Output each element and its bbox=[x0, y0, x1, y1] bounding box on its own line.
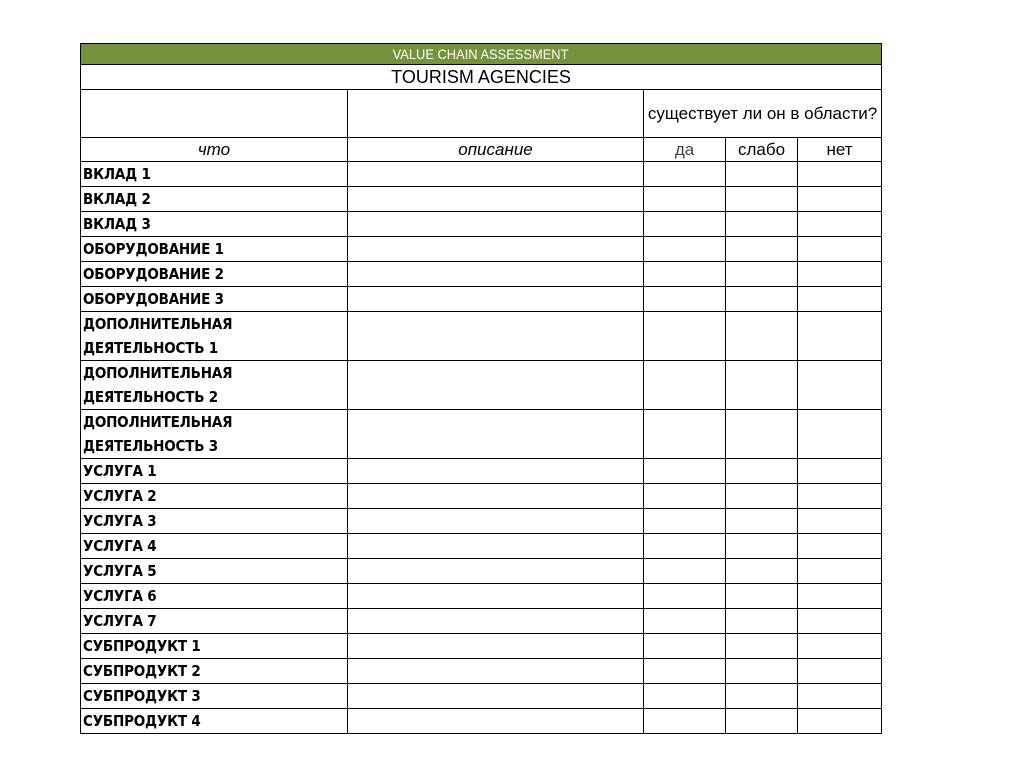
table-row bbox=[81, 634, 882, 659]
no-cell[interactable] bbox=[798, 609, 882, 634]
row-label: ОБОРУДОВАНИЕ 2 bbox=[81, 262, 348, 287]
description-cell[interactable] bbox=[348, 312, 644, 361]
no-cell[interactable] bbox=[798, 584, 882, 609]
table-row bbox=[81, 410, 882, 459]
presence-question: существует ли он в области? bbox=[644, 90, 882, 138]
table-row bbox=[81, 534, 882, 559]
weak-cell[interactable] bbox=[726, 162, 798, 187]
no-cell[interactable] bbox=[798, 162, 882, 187]
weak-cell[interactable] bbox=[726, 312, 798, 361]
no-cell[interactable] bbox=[798, 509, 882, 534]
row-label: ВКЛАД 3 bbox=[81, 212, 348, 237]
no-cell[interactable] bbox=[798, 237, 882, 262]
question-row bbox=[81, 90, 882, 138]
weak-cell[interactable] bbox=[726, 361, 798, 410]
no-cell[interactable] bbox=[798, 684, 882, 709]
table-row bbox=[81, 709, 882, 734]
weak-cell[interactable] bbox=[726, 187, 798, 212]
table-row bbox=[81, 187, 882, 212]
empty-cell[interactable] bbox=[348, 90, 644, 138]
column-header-row bbox=[81, 138, 882, 162]
yes-cell[interactable] bbox=[644, 609, 726, 634]
weak-cell[interactable] bbox=[726, 484, 798, 509]
description-cell[interactable] bbox=[348, 162, 644, 187]
table-row bbox=[81, 484, 882, 509]
yes-cell[interactable] bbox=[644, 634, 726, 659]
table-row bbox=[81, 609, 882, 634]
description-cell[interactable] bbox=[348, 609, 644, 634]
yes-cell[interactable] bbox=[644, 659, 726, 684]
description-cell[interactable] bbox=[348, 262, 644, 287]
row-label: СУБПРОДУКТ 2 bbox=[81, 659, 348, 684]
row-label: УСЛУГА 2 bbox=[81, 484, 348, 509]
table-row bbox=[81, 559, 882, 584]
description-cell[interactable] bbox=[348, 709, 644, 734]
description-cell[interactable] bbox=[348, 634, 644, 659]
description-cell[interactable] bbox=[348, 509, 644, 534]
no-cell[interactable] bbox=[798, 262, 882, 287]
weak-cell[interactable] bbox=[726, 509, 798, 534]
no-cell[interactable] bbox=[798, 212, 882, 237]
header-yes: да bbox=[644, 138, 726, 162]
row-label: ВКЛАД 1 bbox=[81, 162, 348, 187]
no-cell[interactable] bbox=[798, 534, 882, 559]
description-cell[interactable] bbox=[348, 534, 644, 559]
yes-cell[interactable] bbox=[644, 361, 726, 410]
weak-cell[interactable] bbox=[726, 287, 798, 312]
row-label: ДОПОЛНИТЕЛЬНАЯ ДЕЯТЕЛЬНОСТЬ 2 bbox=[81, 361, 348, 410]
row-label: УСЛУГА 5 bbox=[81, 559, 348, 584]
table-row bbox=[81, 509, 882, 534]
row-label: ДОПОЛНИТЕЛЬНАЯ ДЕЯТЕЛЬНОСТЬ 3 bbox=[81, 410, 348, 459]
row-label: СУБПРОДУКТ 4 bbox=[81, 709, 348, 734]
weak-cell[interactable] bbox=[726, 410, 798, 459]
yes-cell[interactable] bbox=[644, 262, 726, 287]
description-cell[interactable] bbox=[348, 237, 644, 262]
yes-cell[interactable] bbox=[644, 709, 726, 734]
row-label: СУБПРОДУКТ 1 bbox=[81, 634, 348, 659]
description-cell[interactable] bbox=[348, 459, 644, 484]
empty-cell[interactable] bbox=[81, 90, 348, 138]
yes-cell[interactable] bbox=[644, 584, 726, 609]
description-cell[interactable] bbox=[348, 684, 644, 709]
row-label: УСЛУГА 3 bbox=[81, 509, 348, 534]
row-label: УСЛУГА 6 bbox=[81, 584, 348, 609]
weak-cell[interactable] bbox=[726, 634, 798, 659]
no-cell[interactable] bbox=[798, 484, 882, 509]
row-label: УСЛУГА 4 bbox=[81, 534, 348, 559]
no-cell[interactable] bbox=[798, 410, 882, 459]
no-cell[interactable] bbox=[798, 287, 882, 312]
weak-cell[interactable] bbox=[726, 684, 798, 709]
subtitle-row bbox=[81, 65, 882, 90]
no-cell[interactable] bbox=[798, 659, 882, 684]
row-label: УСЛУГА 1 bbox=[81, 459, 348, 484]
row-label: СУБПРОДУКТ 3 bbox=[81, 684, 348, 709]
form-title bbox=[81, 44, 882, 65]
description-cell[interactable] bbox=[348, 484, 644, 509]
weak-cell[interactable] bbox=[726, 237, 798, 262]
no-cell[interactable] bbox=[798, 559, 882, 584]
yes-cell[interactable] bbox=[644, 287, 726, 312]
yes-cell[interactable] bbox=[644, 484, 726, 509]
description-cell[interactable] bbox=[348, 659, 644, 684]
row-label: ОБОРУДОВАНИЕ 3 bbox=[81, 287, 348, 312]
weak-cell[interactable] bbox=[726, 659, 798, 684]
yes-cell[interactable] bbox=[644, 534, 726, 559]
row-label: УСЛУГА 7 bbox=[81, 609, 348, 634]
table-row bbox=[81, 684, 882, 709]
value-chain-table bbox=[80, 43, 882, 734]
header-description: описание bbox=[348, 138, 644, 162]
no-cell[interactable] bbox=[798, 709, 882, 734]
yes-cell[interactable] bbox=[644, 162, 726, 187]
description-cell[interactable] bbox=[348, 559, 644, 584]
table-row bbox=[81, 162, 882, 187]
yes-cell[interactable] bbox=[644, 212, 726, 237]
description-cell[interactable] bbox=[348, 584, 644, 609]
yes-cell[interactable] bbox=[644, 312, 726, 361]
table-row bbox=[81, 237, 882, 262]
description-cell[interactable] bbox=[348, 410, 644, 459]
description-cell[interactable] bbox=[348, 361, 644, 410]
table-row bbox=[81, 584, 882, 609]
description-cell[interactable] bbox=[348, 187, 644, 212]
no-cell[interactable] bbox=[798, 312, 882, 361]
description-cell[interactable] bbox=[348, 212, 644, 237]
row-label: ОБОРУДОВАНИЕ 1 bbox=[81, 237, 348, 262]
weak-cell[interactable] bbox=[726, 534, 798, 559]
table-row bbox=[81, 262, 882, 287]
table-row bbox=[81, 287, 882, 312]
header-weak: слабо bbox=[726, 138, 798, 162]
table-row bbox=[81, 459, 882, 484]
header-no: нет bbox=[798, 138, 882, 162]
row-label: ВКЛАД 2 bbox=[81, 187, 348, 212]
weak-cell[interactable] bbox=[726, 609, 798, 634]
table-row bbox=[81, 212, 882, 237]
yes-cell[interactable] bbox=[644, 459, 726, 484]
row-label: ДОПОЛНИТЕЛЬНАЯ ДЕЯТЕЛЬНОСТЬ 1 bbox=[81, 312, 348, 361]
yes-cell[interactable] bbox=[644, 509, 726, 534]
yes-cell[interactable] bbox=[644, 684, 726, 709]
table-row bbox=[81, 361, 882, 410]
weak-cell[interactable] bbox=[726, 584, 798, 609]
weak-cell[interactable] bbox=[726, 559, 798, 584]
no-cell[interactable] bbox=[798, 361, 882, 410]
table-row bbox=[81, 659, 882, 684]
description-cell[interactable] bbox=[348, 287, 644, 312]
weak-cell[interactable] bbox=[726, 262, 798, 287]
weak-cell[interactable] bbox=[726, 709, 798, 734]
form-subtitle: TOURISM AGENCIES bbox=[81, 65, 882, 90]
yes-cell[interactable] bbox=[644, 237, 726, 262]
no-cell[interactable] bbox=[798, 634, 882, 659]
weak-cell[interactable] bbox=[726, 459, 798, 484]
form-title-text: VALUE CHAIN ASSESSMENT bbox=[393, 46, 569, 62]
table-row bbox=[81, 312, 882, 361]
yes-cell[interactable] bbox=[644, 410, 726, 459]
header-what: что bbox=[81, 138, 348, 162]
weak-cell[interactable] bbox=[726, 212, 798, 237]
no-cell[interactable] bbox=[798, 459, 882, 484]
no-cell[interactable] bbox=[798, 187, 882, 212]
title-row bbox=[81, 44, 882, 65]
yes-cell[interactable] bbox=[644, 559, 726, 584]
yes-cell[interactable] bbox=[644, 187, 726, 212]
